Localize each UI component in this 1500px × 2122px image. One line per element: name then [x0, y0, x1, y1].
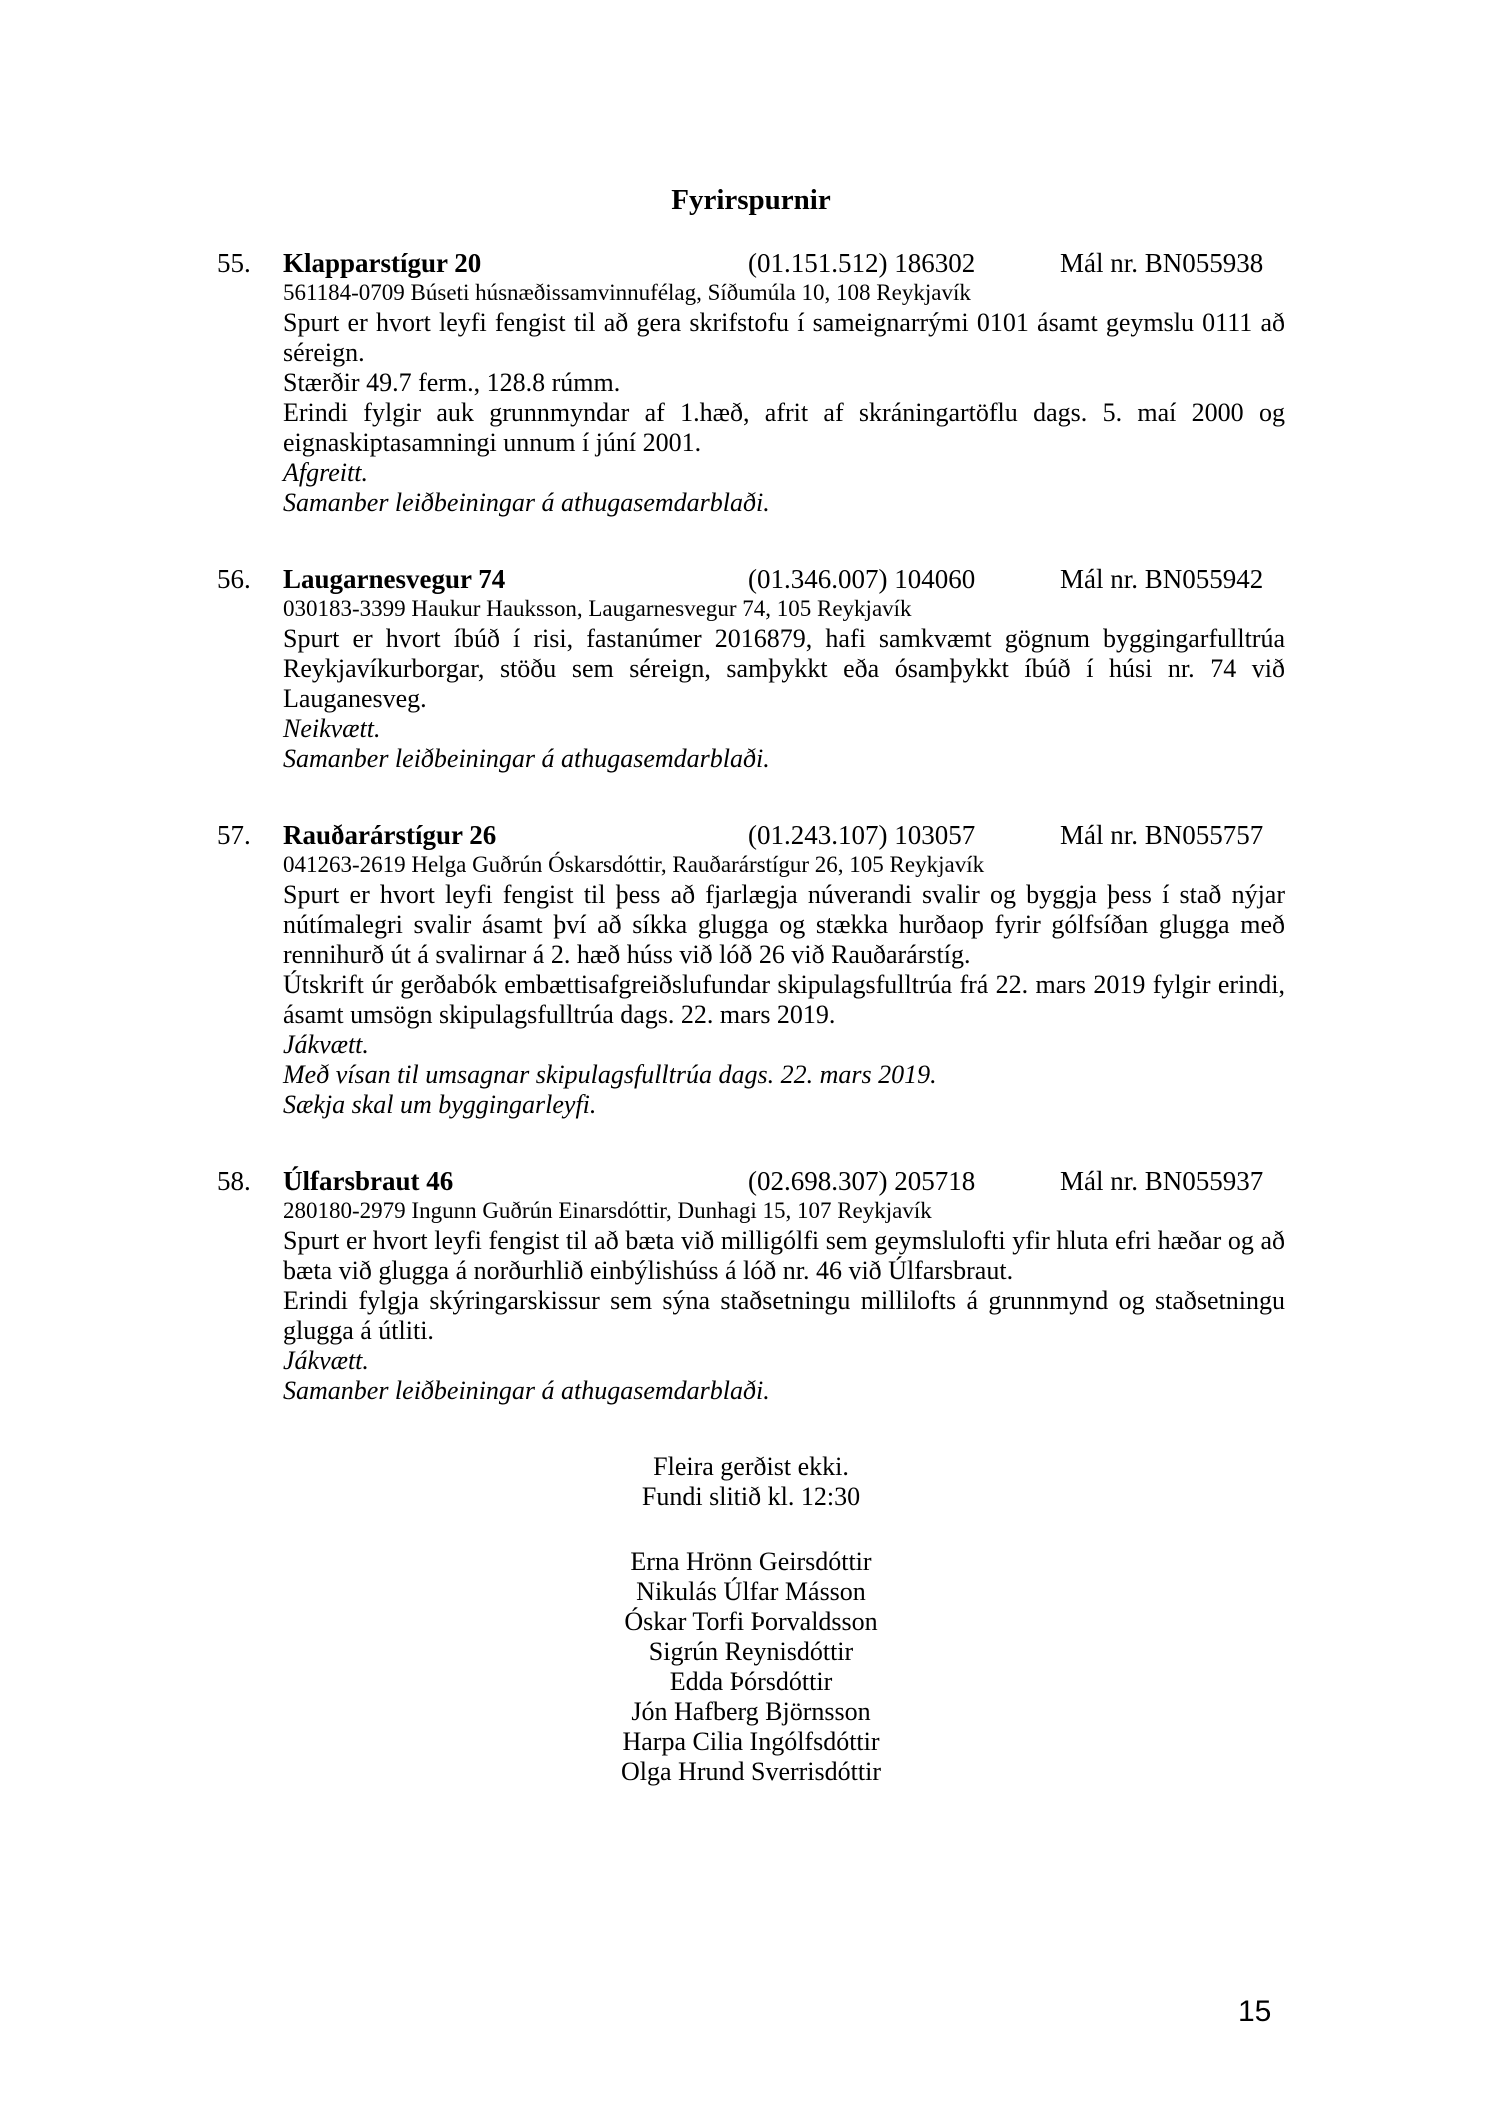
case-item-address: Laugarnesvegur 74 [283, 564, 506, 594]
result-line: Sækja skal um byggingarleyfi. [283, 1090, 597, 1119]
signatory-name: Jón Hafberg Björnsson [631, 1697, 871, 1726]
result-line: Jákvætt. [283, 1346, 369, 1375]
result-line: Samanber leiðbeiningar á athugasemdarblaði. [283, 488, 770, 517]
applicant-line: 280180-2979 Ingunn Guðrún Einarsdóttir, Dunhagi 15, 107 Reykjavík [283, 1198, 932, 1223]
case-item-body [283, 1196, 1285, 1406]
signatory-name: Nikulás Úlfar Másson [636, 1577, 866, 1606]
case-item-57 [217, 820, 1285, 1120]
case-item-case-number: Mál nr. BN055942 [1060, 564, 1264, 594]
case-item-address: Úlfarsbraut 46 [283, 1166, 454, 1196]
content-area [217, 185, 1285, 1787]
case-item-case-number: Mál nr. BN055937 [1060, 1166, 1264, 1196]
description-paragraph: Spurt er hvort íbúð í risi, fastanúmer 2016879, hafi samkvæmt gögnum byggingarfulltrúa Reykjavíkurborgar, stöðu sem séreign, samþykkt eða ósamþykkt íbúð í húsi nr. 74 við Lauganesveg. [283, 624, 1285, 713]
result-line: Samanber leiðbeiningar á athugasemdarblaði. [283, 1376, 770, 1405]
description-paragraph: Erindi fylgja skýringarskissur sem sýna staðsetningu millilofts á grunnmynd og staðsetningu glugga á útliti. [283, 1286, 1285, 1345]
signatory-name: Sigrún Reynisdóttir [648, 1637, 854, 1666]
applicant-line: 561184-0709 Búseti húsnæðissamvinnufélag, Síðumúla 10, 108 Reykjavík [283, 280, 971, 305]
case-item-property-id: (02.698.307) 205718 [748, 1166, 976, 1196]
case-item-58 [217, 1166, 1285, 1406]
case-item-body [283, 594, 1285, 774]
case-item-header [217, 248, 1285, 278]
description-paragraph: Útskrift úr gerðabók embættisafgreiðslufundar skipulagsfulltrúa frá 22. mars 2019 fylgir erindi, ásamt umsögn skipulagsfulltrúa dags. 22. mars 2019. [283, 970, 1285, 1029]
closing-line: Fundi slitið kl. 12:30 [641, 1482, 861, 1511]
signatory-name: Óskar Torfi Þorvaldsson [624, 1607, 878, 1636]
case-item-header [217, 1166, 1285, 1196]
case-item-number: 55. [217, 248, 251, 278]
result-line: Samanber leiðbeiningar á athugasemdarblaði. [283, 744, 770, 773]
result-line: Með vísan til umsagnar skipulagsfulltrúa dags. 22. mars 2019. [283, 1060, 937, 1089]
signatory-name: Olga Hrund Sverrisdóttir [621, 1757, 881, 1786]
case-item-56 [217, 564, 1285, 774]
case-item-address: Rauðarárstígur 26 [283, 820, 497, 850]
case-item-address: Klapparstígur 20 [283, 248, 482, 278]
case-item-number: 56. [217, 564, 251, 594]
case-item-header [217, 564, 1285, 594]
closing-block [217, 1452, 1285, 1787]
description-paragraph: Erindi fylgir auk grunnmyndar af 1.hæð, afrit af skráningartöflu dags. 5. maí 2000 og eignaskiptasamningi unnum í júní 2001. [283, 398, 1285, 457]
closing-line: Fleira gerðist ekki. [653, 1452, 849, 1481]
page-number: 15 [1238, 1995, 1272, 2028]
signatory-name: Erna Hrönn Geirsdóttir [630, 1547, 872, 1576]
result-line: Jákvætt. [283, 1030, 369, 1059]
case-item-property-id: (01.346.007) 104060 [748, 564, 976, 594]
case-item-55 [217, 248, 1285, 518]
case-item-body [283, 278, 1285, 518]
signatory-name: Edda Þórsdóttir [669, 1667, 833, 1696]
page-title: Fyrirspurnir [671, 184, 831, 216]
case-item-number: 58. [217, 1166, 251, 1196]
result-line: Neikvætt. [283, 714, 381, 743]
case-item-number: 57. [217, 820, 251, 850]
description-paragraph: Spurt er hvort leyfi fengist til að gera skrifstofu í sameignarrými 0101 ásamt geymslu 0111 að séreign. [283, 308, 1285, 367]
result-line: Afgreitt. [283, 458, 368, 487]
description-paragraph: Spurt er hvort leyfi fengist til þess að fjarlægja núverandi svalir og byggja þess í stað nýjar nútímalegri svalir ásamt því að síkka glugga og stækka hurðaop fyrir gólfsíðan glugga með rennihurð út á svalirnar á 2. hæð húss við lóð 26 við Rauðarárstíg. [283, 880, 1285, 969]
applicant-line: 041263-2619 Helga Guðrún Óskarsdóttir, Rauðarárstígur 26, 105 Reykjavík [283, 852, 985, 877]
case-item-property-id: (01.151.512) 186302 [748, 248, 976, 278]
applicant-line: 030183-3399 Haukur Hauksson, Laugarnesvegur 74, 105 Reykjavík [283, 596, 912, 621]
case-item-property-id: (01.243.107) 103057 [748, 820, 976, 850]
case-item-case-number: Mál nr. BN055938 [1060, 248, 1264, 278]
description-paragraph: Spurt er hvort leyfi fengist til að bæta við milligólfi sem geymslulofti yfir hluta efri hæðar og að bæta við glugga á norðurhlið einbýlishúss á lóð nr. 46 við Úlfarsbraut. [283, 1226, 1285, 1285]
case-item-body [283, 850, 1285, 1120]
case-item-header [217, 820, 1285, 850]
signatories-list [217, 1547, 1285, 1787]
case-item-case-number: Mál nr. BN055757 [1060, 820, 1264, 850]
signatory-name: Harpa Cilia Ingólfsdóttir [622, 1727, 880, 1756]
description-paragraph: Stærðir 49.7 ferm., 128.8 rúmm. [283, 368, 621, 397]
